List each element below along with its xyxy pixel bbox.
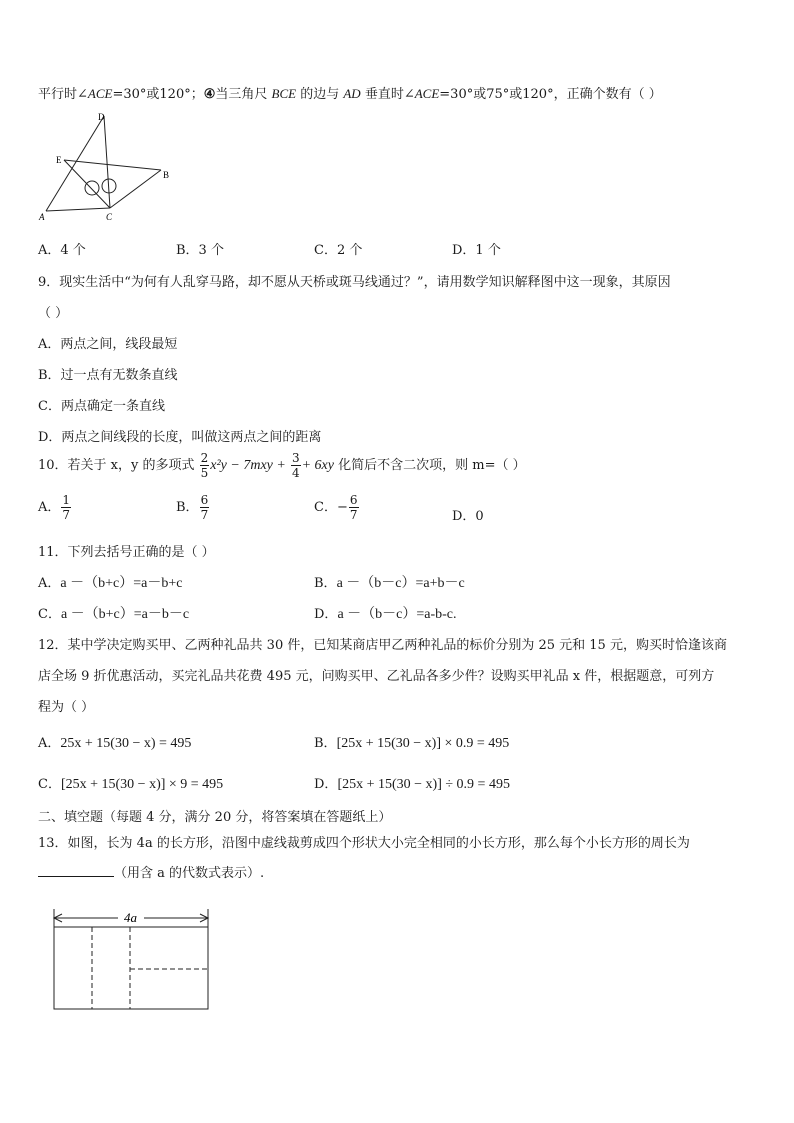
section-2-title: 二、填空题（每题 4 分，满分 20 分，将答案填在答题纸上）: [38, 810, 392, 825]
q9-answer-paren: （ ）: [38, 306, 69, 321]
q8-statement: 平行时∠ACE=30°或120°；④当三角尺 BCE 的边与 AD 垂直时∠ACE=30°或75°或120°，正确个数有（ ）: [38, 86, 662, 102]
q11-stem: 11．下列去括号正确的是（ ）: [38, 545, 215, 560]
q9-option-d[interactable]: D．两点之间线段的长度，叫做这两点之间的距离: [38, 430, 322, 445]
q12-option-c[interactable]: C．[25x + 15(30 − x)] × 9 = 495: [38, 777, 224, 792]
q12-option-d[interactable]: D．[25x + 15(30 − x)] ÷ 0.9 = 495: [314, 777, 510, 792]
q9-option-b[interactable]: B．过一点有无数条直线: [38, 368, 178, 383]
q12-option-b[interactable]: B．[25x + 15(30 − x)] × 0.9 = 495: [314, 736, 510, 751]
q12-stem-line1: 12．某中学决定购买甲、乙两种礼品共 30 件，已知某商店甲乙两种礼品的标价分别为 25 元和 15 元，购买时恰逢该商: [38, 638, 727, 653]
q13-rectangle-figure: [48, 905, 218, 1015]
q9-option-c[interactable]: C．两点确定一条直线: [38, 399, 165, 414]
q13-stem: 13．如图，长为 4a 的长方形，沿图中虚线裁剪成四个形状大小完全相同的小长方形，那么每个小长方形的周长为: [38, 836, 690, 851]
label-c: C: [106, 212, 113, 222]
q12-option-a[interactable]: A．25x + 15(30 − x) = 495: [38, 736, 192, 751]
q8-option-c[interactable]: C．2 个: [314, 243, 363, 258]
q8-triangle-figure: [36, 108, 176, 223]
label-a: A: [39, 212, 45, 222]
q10-frac-2-5: $\frac{2}{5}$: [200, 451, 209, 480]
q13-answer-line: （用含 a 的代数式表示）.: [38, 862, 264, 881]
q10-option-c[interactable]: C．− $\frac{6}{7}$: [314, 493, 358, 522]
q10-frac-3-4: $\frac{3}{4}$: [291, 451, 300, 480]
q10-stem: 10．若关于 x，y 的多项式 $\frac{2}{5}$ x²y − 7mxy + $\frac{3}{4}$ + 6xy 化简后不含二次项，则 m=（ ）: [38, 451, 526, 480]
q9-option-a[interactable]: A．两点之间，线段最短: [38, 337, 178, 352]
q13-answer-blank[interactable]: [38, 864, 114, 877]
q10-option-d[interactable]: D．0: [452, 509, 484, 524]
q11-option-c[interactable]: C．a －（b+c）=a－b－c: [38, 607, 190, 622]
q10-option-a[interactable]: A． $\frac{1}{7}$: [38, 493, 71, 522]
q12-stem-line3: 程为（ ）: [38, 700, 95, 715]
q12-stem-line2: 店全场 9 折优惠活动，买完礼品共花费 495 元，问购买甲、乙礼品各多少件？设购买甲礼品 x 件，根据题意，可列方: [38, 669, 715, 684]
label-d: D: [98, 112, 105, 122]
q11-option-b[interactable]: B．a －（b－c）=a+b－c: [314, 576, 465, 591]
label-e: E: [56, 155, 62, 165]
q13-figure-label: 4a: [124, 910, 137, 925]
q11-option-d[interactable]: D．a －（b－c）=a-b-c.: [314, 607, 457, 622]
q10-option-b[interactable]: B． $\frac{6}{7}$: [176, 493, 209, 522]
q9-stem: 9．现实生活中“为何有人乱穿马路，却不愿从天桥或斑马线通过？”，请用数学知识解释图中这一现象，其原因: [38, 275, 671, 290]
q11-option-a[interactable]: A．a －（b+c）=a－b+c: [38, 576, 183, 591]
label-b: B: [163, 170, 170, 180]
q8-option-d[interactable]: D．1 个: [452, 243, 501, 258]
q8-option-b[interactable]: B．3 个: [176, 243, 224, 258]
q8-option-a[interactable]: A．4 个: [38, 243, 86, 258]
